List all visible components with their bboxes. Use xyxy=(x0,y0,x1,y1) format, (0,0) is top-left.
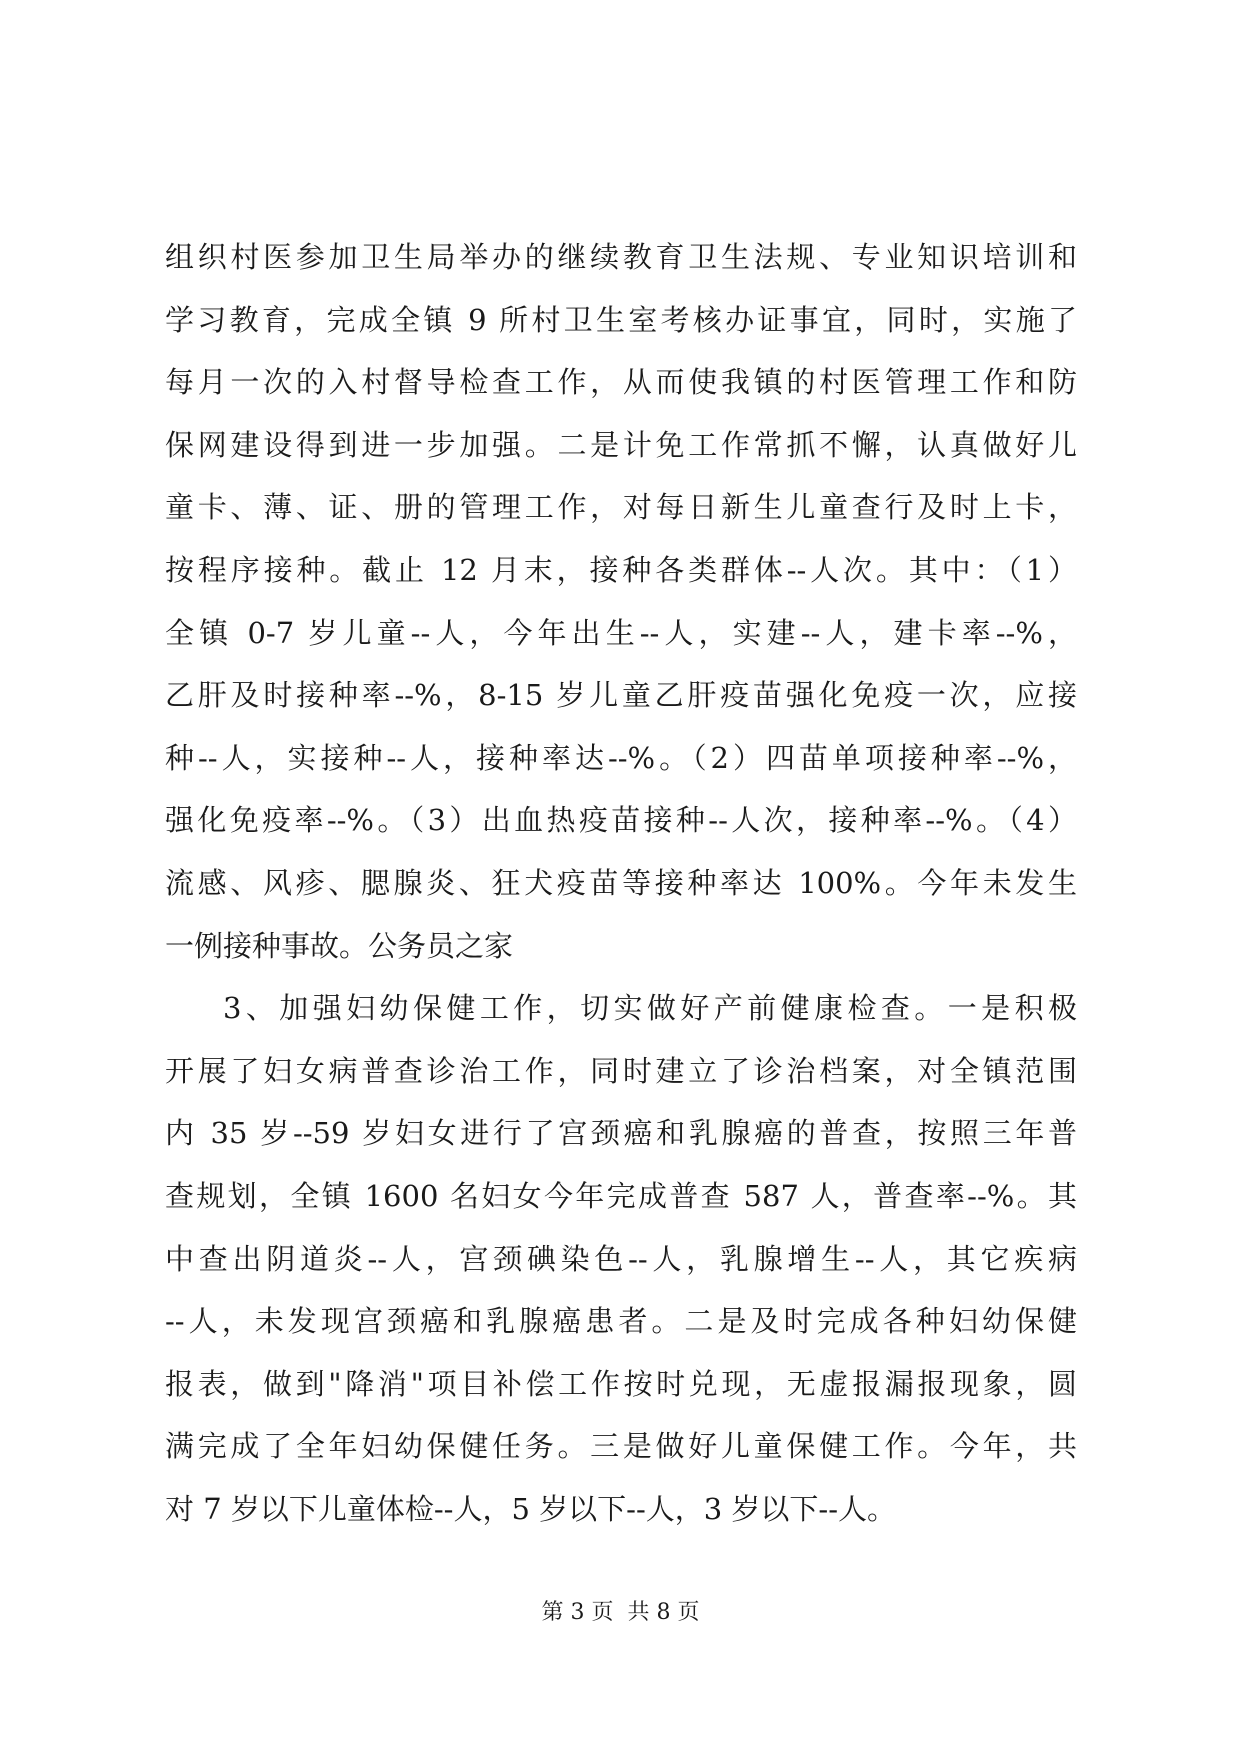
text-line: 报表，做到"降消"项目补偿工作按时兑现，无虚报漏报现象，圆 xyxy=(165,1366,1077,1401)
text-line: 保网建设得到进一步加强。二是计免工作常抓不懈，认真做好儿 xyxy=(165,427,1077,462)
text-line: 每月一次的入村督导检查工作，从而使我镇的村医管理工作和防 xyxy=(165,365,1077,400)
page-footer xyxy=(0,1598,1241,1628)
document-body xyxy=(165,226,1077,1540)
text-line: 组织村医参加卫生局举办的继续教育卫生法规、专业知识培训和 xyxy=(165,240,1077,274)
paragraph-1 xyxy=(165,226,1077,977)
text-line: 开展了妇女病普查诊治工作，同时建立了诊治档案，对全镇范围 xyxy=(165,1053,1077,1088)
text-line: 满完成了全年妇幼保健任务。三是做好儿童保健工作。今年，共 xyxy=(165,1429,1077,1464)
text-line: 种--人，实接种--人，接种率达--%。（2）四苗单项接种率--%， xyxy=(165,740,1077,775)
paragraph-2 xyxy=(165,977,1077,1540)
text-line: --人，未发现宫颈癌和乳腺癌患者。二是及时完成各种妇幼保健 xyxy=(165,1304,1077,1339)
text-line: 一例接种事故。公务员之家 xyxy=(165,928,514,963)
text-line: 对 7 岁以下儿童体检--人，5 岁以下--人，3 岁以下--人。 xyxy=(165,1491,897,1526)
page-number: 第 3 页 xyxy=(541,1600,614,1625)
text-line: 强化免疫率--%。（3）出血热疫苗接种--人次，接种率--%。（4） xyxy=(165,803,1077,838)
text-line: 中查出阴道炎--人，宫颈碘染色--人，乳腺增生--人，其它疾病 xyxy=(165,1241,1077,1276)
text-line: 按程序接种。截止 12 月末，接种各类群体--人次。其中：（1） xyxy=(165,552,1077,587)
text-line: 乙肝及时接种率--%，8-15 岁儿童乙肝疫苗强化免疫一次，应接 xyxy=(165,678,1077,713)
text-line: 全镇 0-7 岁儿童--人，今年出生--人，实建--人，建卡率--%， xyxy=(165,615,1077,650)
text-line: 流感、风疹、腮腺炎、狂犬疫苗等接种率达 100%。今年未发生 xyxy=(165,865,1077,900)
text-line: 学习教育，完成全镇 9 所村卫生室考核办证事宜，同时，实施了 xyxy=(165,302,1077,337)
page-total: 共 8 页 xyxy=(627,1600,700,1625)
text-line: 内 35 岁--59 岁妇女进行了宫颈癌和乳腺癌的普查，按照三年普 xyxy=(165,1116,1077,1151)
text-line: 查规划，全镇 1600 名妇女今年完成普查 587 人，普查率--%。其 xyxy=(165,1178,1077,1213)
text-line: 3、加强妇幼保健工作，切实做好产前健康检查。一是积极 xyxy=(223,991,1077,1026)
text-line: 童卡、薄、证、册的管理工作，对每日新生儿童查行及时上卡， xyxy=(165,490,1077,525)
